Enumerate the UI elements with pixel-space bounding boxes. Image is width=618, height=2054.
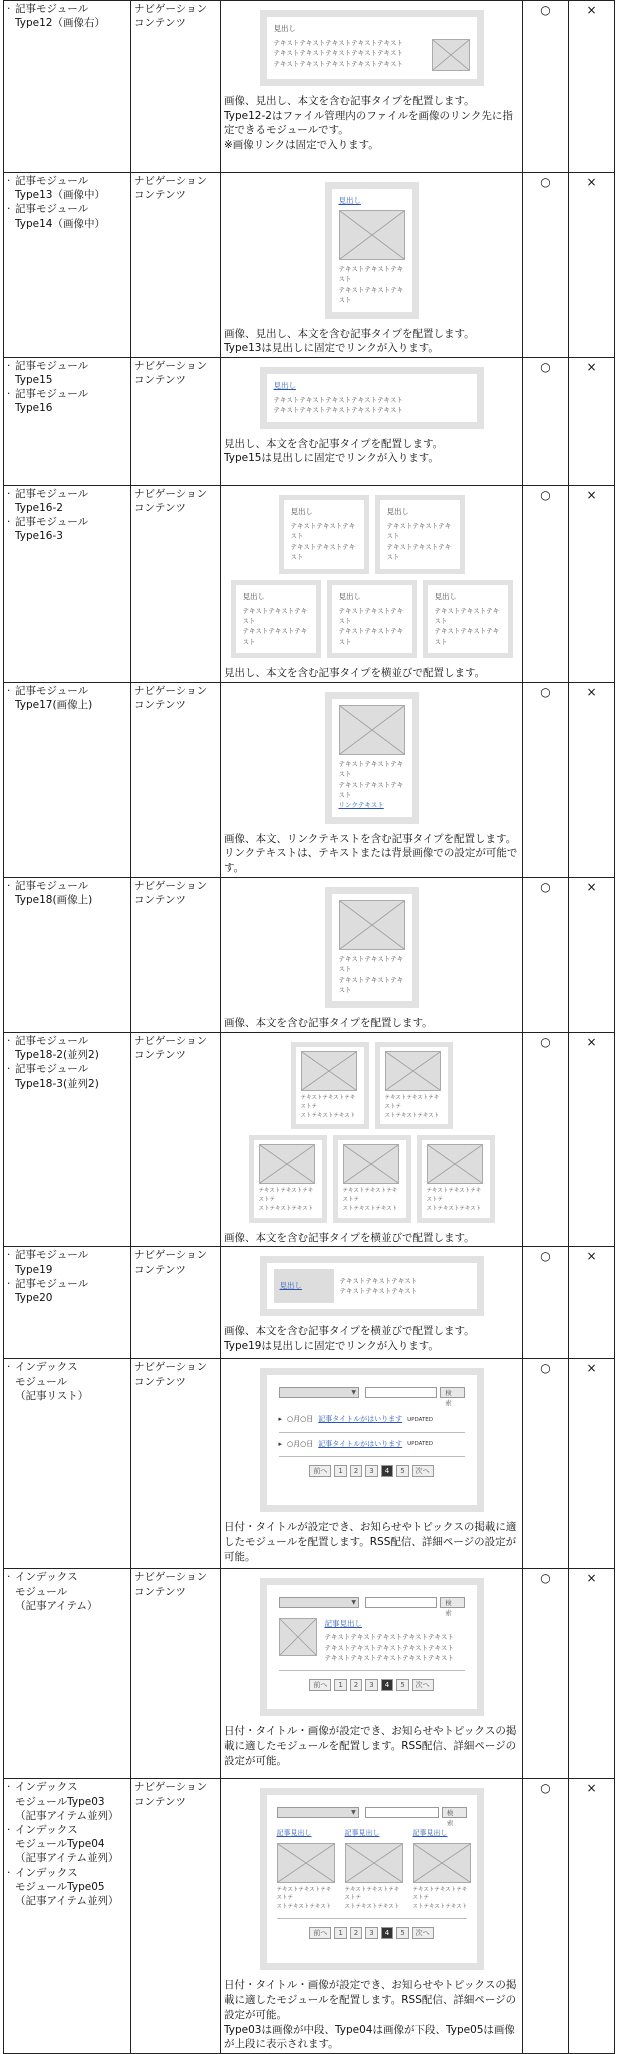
preview-text: テキストテキストテキストテ (258, 1188, 314, 1204)
list-title-link[interactable]: 記事タイトルがはいります (318, 1415, 403, 1424)
module-row (4, 1247, 615, 1359)
module-name: （記事アイテム） (15, 1599, 98, 1612)
module-row (4, 1, 615, 173)
circle-mark: ○ (523, 1359, 569, 1569)
image-placeholder (432, 39, 470, 71)
preview-card (260, 1578, 484, 1716)
module-row (4, 682, 615, 877)
module-cell: · インデックス モジュール （記事リスト） (4, 1359, 131, 1569)
preview-text: テキストテキストテキストテキストテキスト (273, 39, 403, 47)
category-label: ナビゲーション (134, 359, 208, 372)
category-label: コンテンツ (134, 893, 186, 906)
preview-heading: 見出し (273, 24, 296, 33)
preview-text: テキストテキストテキストテキストテキスト (273, 49, 403, 58)
category-label: ナビゲーション (134, 879, 208, 892)
search-button[interactable]: 検 索 (440, 1597, 464, 1608)
module-row (4, 1779, 615, 2053)
cross-mark: × (569, 682, 615, 877)
image-placeholder (345, 1843, 403, 1883)
preview-text: テキストテキストテキスト (434, 627, 500, 646)
description-text: 画像、見出し、本文を含む記事タイプを配置します。 (224, 95, 475, 107)
cross-mark: × (569, 1779, 615, 2053)
circle-mark: ○ (523, 357, 569, 485)
description (224, 94, 519, 153)
preview-text: テキストテキストテキストテキストテキスト (324, 1633, 454, 1642)
preview-text: テキストテキストテキスト (338, 975, 404, 994)
preview-cell (221, 1779, 523, 2053)
description (224, 1724, 519, 1768)
preview-cell (221, 1033, 523, 1247)
page-button[interactable]: 3 (365, 1465, 377, 1477)
image-placeholder (413, 1843, 471, 1883)
page-button[interactable]: 1 (334, 1465, 346, 1477)
description (224, 327, 519, 356)
cross-mark: × (569, 173, 615, 358)
category-label: ナビゲーション (134, 1035, 208, 1048)
description-text: 画像、本文を含む記事タイプを配置します。 (224, 1017, 433, 1030)
search-bar (279, 1597, 465, 1618)
preview-text: テキストテキストテキストテキストテキスト (324, 1654, 454, 1663)
module-name: モジュール (15, 1585, 68, 1598)
category-cell (131, 485, 221, 682)
preview-card (260, 367, 484, 429)
page-button[interactable]: 4 (381, 1927, 393, 1939)
page-button[interactable]: 2 (350, 1927, 362, 1939)
preview-card (375, 495, 465, 574)
preview-heading: 見出し (290, 506, 313, 516)
image-placeholder (259, 1144, 315, 1184)
preview-text: テキストテキストテキストテ (344, 1886, 400, 1902)
module-cell: · 記事モジュール Type13（画像中） · 記事モジュール Type14（画像中） (4, 173, 131, 358)
circle-mark: ○ (523, 1, 569, 173)
preview-text: テキストテキストテキストテ (412, 1886, 468, 1902)
module-row (4, 357, 615, 485)
preview-heading: 見出し (338, 591, 361, 601)
preview-text: テキストテキストテキストテ (300, 1095, 356, 1110)
module-name: Type18-3(並列2) (15, 1077, 99, 1090)
category-label: コンテンツ (134, 698, 186, 711)
module-name: インデックス (15, 1571, 78, 1584)
preview-cell (221, 173, 523, 358)
module-name: （記事アイテム並列） (15, 1852, 119, 1865)
image-placeholder (339, 705, 405, 755)
module-name: モジュールType04 (15, 1838, 105, 1851)
description-text: Type03は画像が中段、Type04は画像が下段、Type05は画像が上段に表示されます。 (224, 2023, 515, 2051)
preview-cell (221, 357, 523, 485)
module-name: （記事アイテム並列） (15, 1809, 119, 1822)
preview-link-text[interactable]: リンクテキスト (338, 801, 384, 810)
preview-heading-link[interactable]: 見出し (338, 196, 361, 205)
module-name: 記事モジュール (15, 487, 89, 500)
module-row (4, 173, 615, 358)
preview-heading-link[interactable]: 見出し (279, 1281, 302, 1291)
preview-text: テキストテキストテキストテ (426, 1188, 482, 1204)
module-name: Type15 (15, 374, 53, 387)
search-input[interactable] (365, 1387, 437, 1398)
preview-text: テキストテキストテキスト (338, 759, 404, 779)
preview-text: テキストテキストテキスト (338, 285, 404, 305)
module-name: 記事モジュール (15, 1063, 89, 1076)
module-name: 記事モジュール (15, 359, 89, 372)
module-name: Type16-2 (15, 502, 63, 515)
next-button[interactable]: 次へ (412, 1679, 434, 1691)
category-label: ナビゲーション (134, 175, 208, 187)
description-text: Type13は見出しに固定でリンクが入ります。 (224, 342, 439, 355)
preview-card (333, 1135, 411, 1222)
module-cell: · 記事モジュール Type19 · 記事モジュール Type20 (4, 1247, 131, 1359)
description-text: ※画像リンクは固定で入ります。 (224, 139, 379, 152)
description-text: 画像、見出し、本文を含む記事タイプを配置します。 (224, 327, 475, 340)
description-text: 見出し、本文を含む記事タイプを配置します。 (224, 437, 444, 450)
page-button[interactable]: 2 (350, 1679, 362, 1691)
module-row (4, 1033, 615, 1247)
preview-card (260, 1788, 484, 1970)
next-button[interactable]: 次へ (412, 1927, 434, 1939)
cross-mark: × (569, 1033, 615, 1247)
module-name: Type18(画像上) (15, 893, 93, 906)
preview-text: テキストテキストテキスト (339, 1277, 418, 1286)
module-name: モジュールType05 (15, 1880, 105, 1893)
page-button[interactable]: 3 (365, 1927, 377, 1939)
module-row (4, 1569, 615, 1779)
preview-card (417, 1135, 495, 1222)
circle-mark: ○ (523, 1779, 569, 2053)
preview-cell (221, 1359, 523, 1569)
module-name: 記事モジュール (15, 1277, 89, 1290)
next-button[interactable]: 次へ (412, 1465, 434, 1477)
category-label: ナビゲーション (134, 1361, 208, 1374)
category-label: ナビゲーション (134, 487, 208, 500)
module-name: 記事モジュール (15, 1035, 89, 1048)
page-button[interactable]: 3 (365, 1679, 377, 1691)
category-label: ナビゲーション (134, 684, 208, 697)
list-title-link[interactable]: 記事タイトルがはいります (318, 1439, 403, 1448)
image-placeholder (343, 1144, 399, 1184)
description-text: 画像、本文を含む記事タイプを横並びで配置します。 (224, 1231, 475, 1244)
cross-mark: × (569, 357, 615, 485)
preview-cell (221, 1569, 523, 1779)
preview-heading-link[interactable]: 見出し (273, 380, 296, 390)
preview-text: テキストテキストテキストテキストテキスト (273, 395, 403, 404)
image-placeholder (427, 1144, 483, 1184)
preview-cell (221, 1247, 523, 1359)
preview-card (375, 1042, 453, 1129)
article-heading-link[interactable]: 記事見出し (412, 1829, 448, 1838)
description (224, 1016, 519, 1031)
preview-card (260, 1256, 484, 1316)
preview-text: テキストテキストテキスト (338, 954, 404, 974)
circle-mark: ○ (523, 1247, 569, 1359)
module-name: モジュール (15, 1375, 68, 1388)
description-text: 日付・タイトルが設定でき、お知らせやトピックスの掲載に適したモジュールを配置します。RSS配信、詳細ページの設定が可能。 (224, 1521, 517, 1563)
module-name: Type18-2(並列2) (15, 1049, 99, 1062)
preview-text: テキストテキストテキスト (290, 542, 356, 562)
module-table (3, 0, 615, 2054)
list-date: ○月○日 (287, 1439, 314, 1448)
circle-mark: ○ (523, 1569, 569, 1779)
page-button[interactable]: 5 (396, 1927, 408, 1939)
module-name: インデックス (15, 1824, 78, 1836)
preview-card (325, 182, 419, 319)
module-name: Type12（画像右） (15, 17, 105, 30)
module-name: インデックス (15, 1781, 78, 1794)
category-label: コンテンツ (134, 1049, 186, 1062)
prev-button[interactable]: 前へ (309, 1679, 331, 1691)
module-name: Type16-3 (15, 530, 63, 543)
module-name: Type19 (15, 1263, 53, 1276)
preview-cell (221, 682, 523, 877)
description (224, 1231, 519, 1246)
preview-card (279, 495, 369, 574)
category-label: ナビゲーション (134, 1781, 208, 1794)
module-name: Type14（画像中） (15, 217, 105, 230)
description-text: 日付・タイトル・画像が設定でき、お知らせやトピックスの掲載に適したモジュールを配置します。RSS配信、詳細ページの設定が可能。 (224, 1979, 517, 2021)
cross-mark: × (569, 877, 615, 1032)
category-label: コンテンツ (134, 1795, 186, 1808)
module-name: 記事モジュール (15, 516, 89, 529)
preview-text: テキストテキストテキスト (386, 542, 452, 562)
category-select[interactable]: ▼ (277, 1807, 359, 1818)
module-name: Type17(画像上) (15, 698, 93, 711)
cross-mark: × (569, 1, 615, 173)
module-cell: · 記事モジュール Type16-2 · 記事モジュール Type16-3 (4, 485, 131, 682)
pagination (277, 1927, 467, 1939)
preview-cell (221, 877, 523, 1032)
module-row (4, 877, 615, 1032)
cross-mark: × (569, 1569, 615, 1779)
page-button[interactable]: 4 (381, 1679, 393, 1691)
circle-mark: ○ (523, 485, 569, 682)
module-name: （記事アイテム並列） (15, 1894, 119, 1907)
article-heading-link[interactable]: 記事見出し (344, 1829, 380, 1838)
category-label: コンテンツ (134, 1263, 186, 1276)
preview-card (291, 1042, 369, 1129)
module-name: Type16 (15, 402, 53, 415)
preview-text: テキストテキストテキスト (386, 521, 452, 541)
module-name: 記事モジュール (15, 203, 89, 216)
description-text: Type19は見出しに固定でリンクが入ります。 (224, 1340, 439, 1353)
preview-text: テキストテキストテキストテ (276, 1886, 332, 1902)
circle-mark: ○ (523, 173, 569, 358)
category-cell (131, 1247, 221, 1359)
search-input[interactable] (365, 1807, 439, 1818)
module-cell: · インデックス モジュールType03 （記事アイテム並列） · インデックス モジュールType04 （記事アイテム並列） · インデックス モジュールType05 （記事アイテム並列） (4, 1779, 131, 2053)
image-placeholder (339, 900, 405, 950)
category-cell (131, 1569, 221, 1779)
description (224, 1520, 519, 1564)
preview-text: テキストテキストテキスト (290, 521, 356, 541)
page-button[interactable]: 5 (396, 1465, 408, 1477)
cross-mark: × (569, 1359, 615, 1569)
category-cell (131, 682, 221, 877)
category-label: コンテンツ (134, 1375, 186, 1388)
preview-text: テキストテキストテキスト (338, 606, 404, 625)
module-name: インデックス (15, 1361, 78, 1374)
search-bar (279, 1387, 465, 1408)
preview-text: ストテキストテキスト (426, 1206, 482, 1212)
list-date: ○月○日 (287, 1415, 314, 1424)
page-button[interactable]: 5 (396, 1679, 408, 1691)
pagination (279, 1465, 465, 1477)
module-name: Type13（画像中） (15, 189, 105, 202)
description (224, 437, 519, 466)
category-cell (131, 173, 221, 358)
category-label: コンテンツ (134, 502, 186, 515)
description-text: Type15は見出しに固定でリンクが入ります。 (224, 452, 439, 465)
updated-badge: UPDATED (407, 1416, 433, 1423)
category-label: コンテンツ (134, 1585, 186, 1598)
preview-card (260, 10, 484, 86)
module-name: 記事モジュール (15, 879, 89, 892)
preview-text: ストテキストテキスト (300, 1112, 356, 1119)
module-name: インデックス (15, 1866, 78, 1879)
preview-cell (221, 485, 523, 682)
module-cell: · 記事モジュール Type18-2(並列2) · 記事モジュール Type18-3(並列2) (4, 1033, 131, 1247)
preview-text: テキストテキストテキスト (338, 627, 404, 646)
preview-text: テキストテキストテキストテ (384, 1095, 440, 1110)
category-cell (131, 877, 221, 1032)
description-text: 見出し、本文を含む記事タイプを横並びで配置します。 (224, 667, 486, 680)
category-cell (131, 1359, 221, 1569)
description-text: 日付・タイトル・画像が設定でき、お知らせやトピックスの掲載に適したモジュールを配置します。RSS配信、詳細ページの設定が可能。 (224, 1725, 517, 1767)
circle-mark: ○ (523, 682, 569, 877)
category-label: ナビゲーション (134, 3, 208, 15)
category-label: ナビゲーション (134, 1249, 208, 1262)
module-name: 記事モジュール (15, 684, 89, 697)
preview-text: テキストテキストテキスト (434, 606, 500, 625)
category-select[interactable]: ▼ (279, 1597, 359, 1608)
description-text: 画像、本文、リンクテキストを含む記事タイプを配置します。リンクテキストは、テキストまたは背景画像での設定が可能です。 (224, 832, 518, 875)
description (224, 832, 519, 876)
preview-text: テキストテキストテキスト (338, 265, 404, 284)
module-name: （記事リスト） (15, 1389, 89, 1402)
prev-button[interactable]: 前へ (309, 1465, 331, 1477)
pagination (279, 1679, 465, 1691)
preview-card (423, 580, 513, 659)
description-text: Type12-2はファイル管理内のファイルを画像のリンク先に指定できるモジュールです。 (224, 109, 513, 137)
description-text: 画像、本文を含む記事タイプを横並びで配置します。 (224, 1325, 475, 1338)
list-item: ▸ ○月○日 記事タイトルがはいります UPDATED (279, 1408, 465, 1432)
search-input[interactable] (365, 1597, 437, 1608)
preview-card (249, 1135, 327, 1222)
module-cell: · 記事モジュール Type12（画像右） (4, 1, 131, 173)
preview-heading: 見出し (242, 591, 265, 601)
preview-text: ストテキストテキスト (342, 1206, 398, 1212)
preview-text: テキストテキストテキストテキストテキスト (273, 59, 403, 68)
module-name: 記事モジュール (15, 1249, 89, 1262)
search-button[interactable]: 検 索 (440, 1387, 464, 1398)
module-name: Type20 (15, 1292, 53, 1304)
module-name: モジュールType03 (15, 1795, 105, 1808)
category-label: ナビゲーション (134, 1571, 208, 1584)
preview-text: テキストテキストテキスト (338, 780, 404, 799)
module-cell: · 記事モジュール Type17(画像上) (4, 682, 131, 877)
image-placeholder (385, 1051, 441, 1091)
article-heading-link[interactable]: 記事見出し (276, 1829, 312, 1838)
preview-text: テキストテキストテキスト (339, 1287, 418, 1296)
page-button[interactable]: 1 (334, 1679, 346, 1691)
page-button[interactable]: 4 (381, 1465, 393, 1477)
preview-text: テキストテキストテキストテキストテキスト (273, 406, 403, 415)
module-cell: · インデックス モジュール （記事アイテム） (4, 1569, 131, 1779)
module-name: 記事モジュール (15, 388, 89, 401)
circle-mark: ○ (523, 877, 569, 1032)
preview-card (327, 580, 417, 659)
preview-text: ストテキストテキスト (258, 1206, 314, 1212)
preview-text: ストテキストテキスト (412, 1904, 468, 1911)
page-button[interactable]: 1 (334, 1927, 346, 1939)
cross-mark: × (569, 1247, 615, 1359)
search-bar (277, 1807, 467, 1828)
description (224, 666, 519, 681)
list-item: ▸ ○月○日 記事タイトルがはいります UPDATED (279, 1433, 465, 1457)
preview-text: ストテキストテキスト (276, 1904, 332, 1911)
image-placeholder (279, 1618, 317, 1656)
image-placeholder (301, 1051, 357, 1091)
category-cell (131, 1779, 221, 2053)
cross-mark: × (569, 485, 615, 682)
image-placeholder (277, 1843, 335, 1883)
preview-text: テキストテキストテキストテ (342, 1188, 398, 1204)
module-cell: · 記事モジュール Type18(画像上) (4, 877, 131, 1032)
preview-text: ストテキストテキスト (344, 1904, 400, 1911)
preview-heading: 見出し (434, 591, 457, 601)
preview-card (231, 580, 321, 659)
preview-card (325, 887, 419, 1009)
category-cell (131, 1, 221, 173)
preview-text: ストテキストテキスト (384, 1112, 440, 1119)
category-label: コンテンツ (134, 17, 186, 30)
description (224, 1978, 519, 2051)
article-heading-link[interactable]: 記事見出し (324, 1619, 362, 1629)
preview-text: テキストテキストテキストテキストテキスト (324, 1643, 454, 1652)
preview-text: テキストテキストテキスト (242, 606, 308, 625)
module-cell: · 記事モジュール Type15 · 記事モジュール Type16 (4, 357, 131, 485)
circle-mark: ○ (523, 1033, 569, 1247)
page-button[interactable]: 2 (350, 1465, 362, 1477)
prev-button[interactable]: 前へ (309, 1927, 331, 1939)
image-placeholder (339, 210, 405, 260)
module-name: 記事モジュール (15, 3, 89, 15)
description (224, 1324, 519, 1353)
preview-heading: 見出し (386, 506, 409, 516)
preview-cell (221, 1, 523, 173)
category-select[interactable]: ▼ (279, 1387, 359, 1398)
category-label: コンテンツ (134, 189, 186, 202)
module-name: 記事モジュール (15, 175, 89, 187)
category-cell (131, 1033, 221, 1247)
preview-card (325, 692, 419, 824)
module-row (4, 1359, 615, 1569)
category-label: コンテンツ (134, 374, 186, 387)
preview-card (260, 1368, 484, 1512)
search-button[interactable]: 検 索 (442, 1807, 467, 1818)
updated-badge: UPDATED (407, 1440, 433, 1447)
preview-text: テキストテキストテキスト (242, 627, 308, 646)
category-cell (131, 357, 221, 485)
module-row (4, 485, 615, 682)
